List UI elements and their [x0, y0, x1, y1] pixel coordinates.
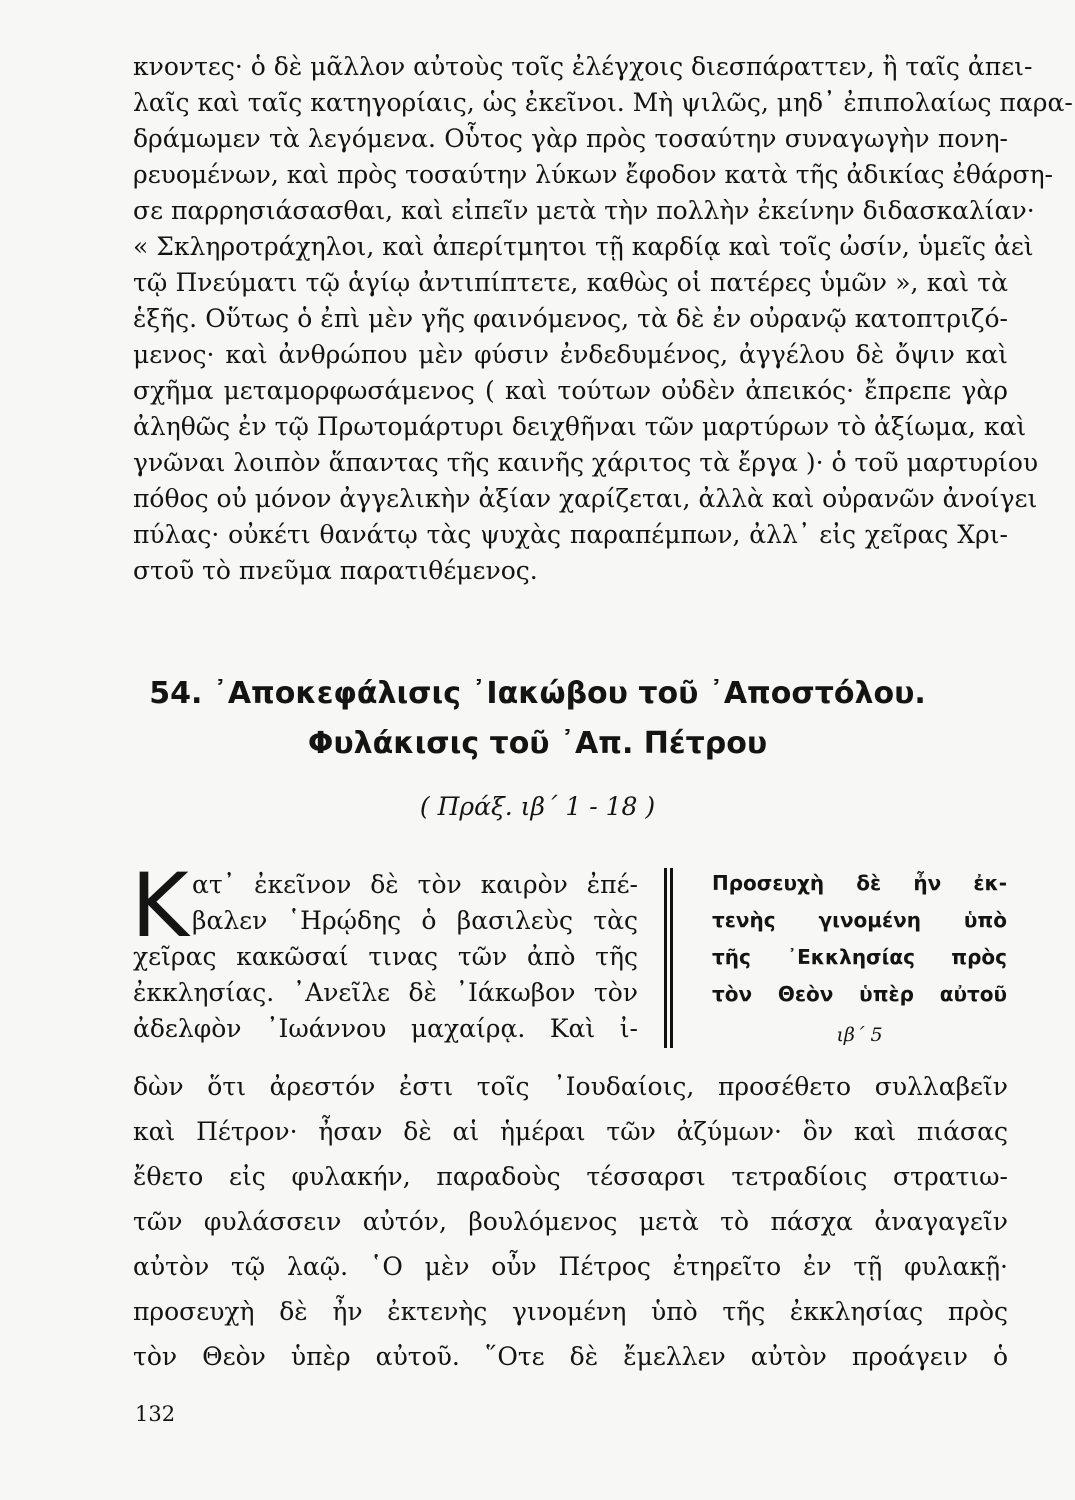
- side-note-line: Προσευχὴ δὲ ἦν ἐκ-: [712, 871, 1007, 895]
- text-line: πόθος οὐ μόνον ἀγγελικὴν ἀξίαν χαρίζεται, ἀλλὰ καὶ οὐρανῶν ἀνοίγει: [133, 484, 1038, 513]
- section-heading-line2: Φυλάκισις τοῦ ᾿Απ. Πέτρου: [307, 726, 768, 761]
- section-heading-line1: 54. ᾿Αποκεφάλισις ᾿Ιακώβου τοῦ ᾿Αποστόλου.: [149, 676, 926, 711]
- text-line: ἐκκλησίας. ᾿Ανεῖλε δὲ ᾿Ιάκωβον τὸν: [133, 978, 638, 1007]
- text-line: ἑξῆς. Οὕτως ὁ ἐπὶ μὲν γῆς φαινόμενος, τὰ δὲ ἐν οὐρανῷ κατοπτριζό-: [133, 304, 1008, 333]
- text-line: ἀδελφὸν ᾿Ιωάννου μαχαίρᾳ. Καὶ ἰ-: [133, 1014, 638, 1043]
- text-line: τῷ Πνεύματι τῷ ἁγίῳ ἀντιπίπτετε, καθὼς οἱ πατέρες ὑμῶν », καὶ τὰ: [133, 268, 1008, 297]
- text-line: προσευχὴ δὲ ἦν ἐκτενὴς γινομένη ὑπὸ τῆς ἐκκλησίας πρὸς: [133, 1297, 1008, 1326]
- side-note-reference: ιβ΄ 5: [836, 1024, 883, 1046]
- margin-rule: [664, 868, 673, 1048]
- text-line: λαῖς καὶ ταῖς κατηγορίαις, ὡς ἐκεῖνοι. Μὴ ψιλῶς, μηδ᾿ ἐπιπολαίως παρα-: [133, 88, 1073, 117]
- text-line: ατ᾿ ἐκεῖνον δὲ τὸν καιρὸν ἐπέ-: [192, 870, 638, 899]
- scripture-reference: ( Πράξ. ιβ΄ 1 - 18 ): [419, 792, 656, 821]
- text-line: ἔθετο εἰς φυλακήν, παραδοὺς τέσσαρσι τετραδίοις στρατιω-: [133, 1162, 1008, 1191]
- drop-cap: Κ: [131, 854, 189, 957]
- text-line: δὼν ὅτι ἀρεστόν ἐστι τοῖς ᾿Ιουδαίοις, προσέθετο συλλαβεῖν: [133, 1072, 1008, 1101]
- text-line: δράμωμεν τὰ λεγόμενα. Οὗτος γὰρ πρὸς τοσαύτην συναγωγὴν πονη-: [133, 124, 1008, 153]
- text-line: κνοντες· ὁ δὲ μᾶλλον αὐτοὺς τοῖς ἐλέγχοις διεσπάραττεν, ἢ ταῖς ἀπει-: [133, 52, 1033, 81]
- side-note-line: τῆς ᾿Εκκλησίας πρὸς: [712, 945, 1007, 969]
- text-line: σε παρρησιάσασθαι, καὶ εἰπεῖν μετὰ τὴν πολλὴν ἐκείνην διδασκαλίαν·: [133, 196, 1035, 225]
- text-line: γνῶναι λοιπὸν ἅπαντας τῆς καινῆς χάριτος τὰ ἔργα )· ὁ τοῦ μαρτυρίου: [133, 448, 1039, 477]
- text-line: βαλεν ῾Ηρῴδης ὁ βασιλεὺς τὰς: [192, 906, 638, 935]
- text-line: τῶν φυλάσσειν αὐτόν, βουλόμενος μετὰ τὸ πάσχα ἀναγαγεῖν: [133, 1207, 1008, 1236]
- text-line: στοῦ τὸ πνεῦμα παρατιθέμενος.: [133, 556, 538, 585]
- text-line: « Σκληροτράχηλοι, καὶ ἀπερίτμητοι τῇ καρδίᾳ καὶ τοῖς ὠσίν, ὑμεῖς ἀεὶ: [133, 232, 1034, 261]
- side-note-line: τὸν Θεὸν ὑπὲρ αὐτοῦ: [712, 982, 1007, 1006]
- side-note-line: τενὴς γινομένη ὑπὸ: [712, 908, 1007, 932]
- text-line: αὐτὸν τῷ λαῷ. ῾Ο μὲν οὖν Πέτρος ἐτηρεῖτο ἐν τῇ φυλακῇ·: [133, 1252, 1008, 1281]
- text-line: χεῖρας κακῶσαί τινας τῶν ἀπὸ τῆς: [133, 942, 638, 971]
- text-line: τὸν Θεὸν ὑπὲρ αὐτοῦ. ῞Οτε δὲ ἔμελλεν αὐτὸν προάγειν ὁ: [133, 1342, 1008, 1371]
- text-line: ρευομένων, καὶ πρὸς τοσαύτην λύκων ἔφοδον κατὰ τῆς ἀδικίας ἐθάρση-: [133, 160, 1054, 189]
- text-line: ἀληθῶς ἐν τῷ Πρωτομάρτυρι δειχθῆναι τῶν μαρτύρων τὸ ἀξίωμα, καὶ: [133, 412, 1027, 441]
- text-line: μενος· καὶ ἀνθρώπου μὲν φύσιν ἐνδεδυμένος, ἀγγέλου δὲ ὄψιν καὶ: [133, 340, 1008, 369]
- text-line: πύλας· οὐκέτι θανάτῳ τὰς ψυχὰς παραπέμπων, ἀλλ᾿ εἰς χεῖρας Χρι-: [133, 520, 1008, 549]
- page-number: 132: [135, 1402, 176, 1426]
- text-line: καὶ Πέτρον· ἦσαν δὲ αἱ ἡμέραι τῶν ἀζύμων· ὃν καὶ πιάσας: [133, 1117, 1008, 1146]
- text-line: σχῆμα μεταμορφωσάμενος ( καὶ τούτων οὐδὲν ἀπεικός· ἔπρεπε γὰρ: [133, 376, 1008, 405]
